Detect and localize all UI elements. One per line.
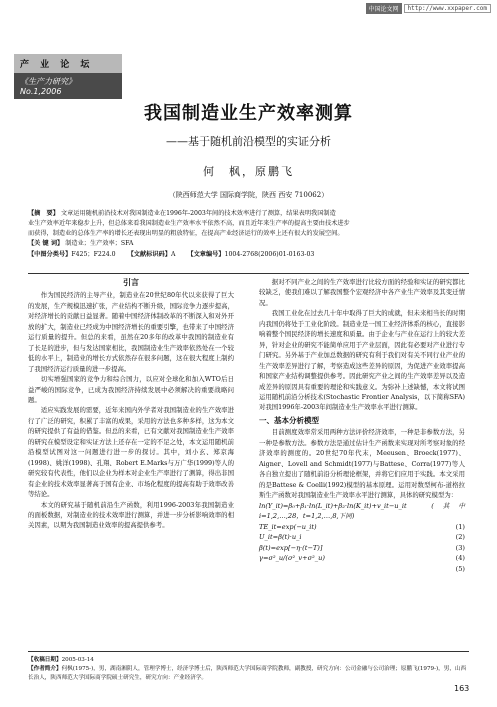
author-bio-label: 【作者简介】 xyxy=(28,666,62,672)
received-row xyxy=(28,656,469,665)
article-value: 1004-2768(2006)01-0163-03 xyxy=(224,251,315,258)
right-column xyxy=(259,277,465,575)
keywords-row xyxy=(28,239,468,249)
clc-label: 【中图分类号】 xyxy=(28,251,72,258)
page-number: 163 xyxy=(454,684,470,693)
doc-label: 【文献标识码】 xyxy=(127,251,171,258)
footnote xyxy=(28,656,469,683)
equation-0: ln(Y_it)=β₀+β₁·ln(L_it)+β₂·ln(K_it)+v_it−u_it (其中i=1,2,…,28，t=1,2,…,8,下同) xyxy=(259,501,465,521)
right-paragraph-1: 我国工业化在过去几十年中取得了巨大的成就，但未来相当长的时期内我国仍将处于工业化阶段。制造业是一国工业经济体系的核心，直接影响着整个国民经济的增长速度和质量。由于企业与产业在运行上的较大差异，针对企业的研究不能简单应用于产业层面，因此有必要对产业进行专门研究。另外基于产业加总数据的研究有利于我们对有关不同行业产业的生产效率差异进行了解，考察造成这些差异的原因，为促进产业效率提高和国家产业结构调整提供参考。因此研究产业之间的生产效率差异以及造成差异的原因具有重要的理论和实践意义。为弥补上述缺憾，本文将试图运用随机前沿分析技术(Stochastic Frontier Analysis，以下简称SFA)对我国1996年-2003年间制造业生产效率水平进行测算。 xyxy=(259,309,465,412)
doc-value: A xyxy=(170,251,176,258)
doc-field xyxy=(128,250,176,260)
abstract-line-0 xyxy=(28,209,468,219)
section-paragraph-0: 目前测度效率常采用两种方法评价经济效率，一种是非参数方法，另一种是参数方法。参数方法是通过估计生产函数来实现对所考察对象的经济效率的测度的。20世纪70年代末，Meeusen、Broeck(1977)、Aigner、Lovell and Schmidt(1977)与Battese、Corra(1977)等人各自独立提出了随机前沿分析理论框架，并将它们应用于实践。本文采用的是Battese & Coelli(1992)模型的基本原理。运用对数型柯布-道格拉斯生产函数对我国制造业生产效率水平进行测算，具体的研究模型为： xyxy=(259,428,465,500)
equation-4: γ=σ²_u/(σ²_v+σ²_u) (4) xyxy=(259,554,465,563)
right-paragraph-0: 据对不同产业之间的生产效率进行比较方面的经验和实证的研究都比较缺乏，使我们难以了解我国整个宏观经济中各产业生产效率及其变迁情况。 xyxy=(259,278,465,307)
received-label: 【收稿日期】 xyxy=(28,657,62,663)
equation-block xyxy=(259,501,465,575)
author-bio-row xyxy=(28,665,469,683)
left-paragraph-3: 本文的研究基于随机前沿生产函数，利用1996-2003年我国制造业的面板数据，对制造业的技术效率进行测算，并进一步分析影响效率的相关因素，以期为我国制造业效率的提高提供参考。 xyxy=(28,500,234,530)
left-column xyxy=(28,277,234,531)
column-tag xyxy=(14,54,122,99)
section-heading: 一、基本分析模型 xyxy=(259,415,319,425)
equation-1: TE_it=exp(−u_it) (1) xyxy=(259,522,465,531)
column-tag-name: 产 业 论 坛 xyxy=(14,54,122,73)
column-tag-journal: 《生产力研究》No.1,2006 xyxy=(14,73,122,99)
paper-authors: 何 枫，原鹏飞 xyxy=(203,165,294,178)
site-url[interactable]: http://www.xxpaper.com xyxy=(404,4,491,13)
paper-subtitle: ——基于随机前沿模型的实证分析 xyxy=(166,135,331,148)
keywords: 制造业；生产效率；SFA xyxy=(65,240,134,247)
paper-title: 我国制造业生产效率测算 xyxy=(144,103,353,124)
equation-2: U_it=β(t)·u_i (2) xyxy=(259,533,465,542)
site-badge: 中国论文网 xyxy=(366,3,402,14)
article-label: 【文章编号】 xyxy=(187,251,225,258)
clc-value: F425；F224.0 xyxy=(71,251,116,258)
intro-heading: 引言 xyxy=(123,278,139,287)
article-field xyxy=(187,250,314,260)
left-paragraph-1: 切实增强国家的竞争力和综合国力，以应对全球化和加入WTO后日益严峻的国际竞争，已成为我国经济持续发展中必须解决的重要战略问题。 xyxy=(28,375,234,404)
watermark-header xyxy=(366,3,492,14)
abstract-text-1: 业生产效率近年来稳步上升，但总体来看我国制造业生产效率水平依然不高，而且近年来生产率的提高主要由技术进步 xyxy=(28,220,350,227)
abstract-text-0: 文章运用随机前沿技术对我国制造业在1996年-2003年间的技术效率进行了测算，结果表明我国制造 xyxy=(60,210,336,217)
divider-footnote xyxy=(28,651,469,652)
left-paragraph-2: 适应实践发展的需要，近年来国内外学者对我国制造业的生产效率进行了广泛的研究，积累了丰富的成果，采用的方法也多种多样，这为本文的研究提供了有益的借鉴。但总的来看，已有文献对我国制造业生产效率的研究在模型设定和实证方法上还存在一定的不足之处，本文运用随机前沿模型试图对这一问题进行进一步的探讨。其中，刘小玄、郑京海(1998)、姚洋(1998)、孔翔、Robert E.Marks与万广华(1999)等人的研究较有代表性，他们以企业为样本对企业生产率进行了测算，得出非国有企业的技术效率显著高于国有企业、市场化程度的提高有助于效率改善等结论。 xyxy=(28,406,234,499)
divider-top xyxy=(28,273,469,274)
keywords-label: 【关 键 词】 xyxy=(28,240,64,247)
abstract-text-2: 而获得，制造业的总体生产率的增长还表现出明显的粗放特征，在提高产业经济运行的效率上还有很大的发展空间。 xyxy=(28,230,344,237)
abstract-label: 【摘 要】 xyxy=(28,210,59,217)
equation-5: (5) xyxy=(455,565,465,574)
clc-field xyxy=(28,250,116,260)
equation-3: β(t)=exp[−η·(t−T)] (3) xyxy=(259,543,465,552)
author-bio: 何枫(1975-)，男，湖南湘阴人，管理学博士，经济学博士后，陕西师范大学国际商学院教师，副教授，研究方向：公司金融与公司治理；原鹏飞(1979-)，男，山西长治人，陕西师范大学国际商学院硕士研究生，研究方向：产业经济学。 xyxy=(28,666,467,681)
received-date: 2005-03-14 xyxy=(61,657,94,663)
left-paragraph-0: 作为国民经济的主导产业，制造业在20世纪80年代以来获得了巨大的发展，生产规模迅速扩张，产业结构不断升级，国际竞争力逐步提高，对经济增长的贡献日益显著。随着中国经济体制改革的不断深入和对外开放的扩大，制造业已经成为中国经济增长的重要引擎，也带来了中国经济运行质量的提升。但总的来看，虽然在20多年的改革中我国的制造业有了长足的进步，但与发达国家相比，我国制造业生产效率依然处在一个较低的水平上，制造业的增长方式依然存在很多问题，这在很大程度上制约了我国经济运行质量的进一步提高。 xyxy=(28,291,234,373)
paper-affiliation: （陕西师范大学 国际商学院，陕西 西安 710062） xyxy=(168,191,329,199)
classification-row xyxy=(28,250,468,260)
abstract-block xyxy=(28,209,468,260)
